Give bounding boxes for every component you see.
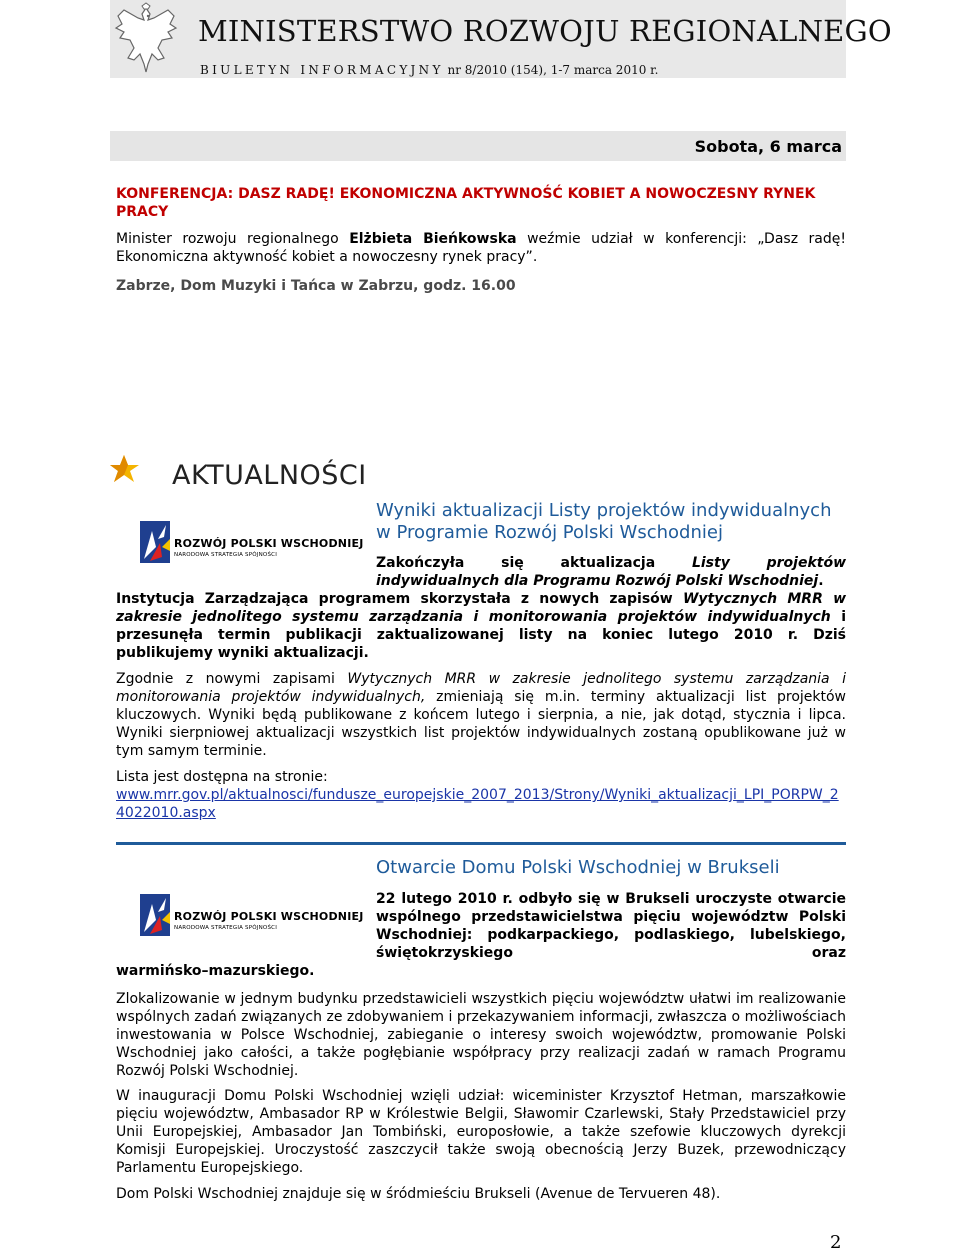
article1-paragraph3 [116,768,846,822]
article1-paragraph2 [116,670,846,760]
date-bar [110,131,846,161]
article1-title: Wyniki aktualizacji Listy projektów indywidualnych w Programie Rozwój Polski Wschodniej [376,500,832,543]
article1-cont-a: Instytucja Zarządzająca programem skorzystała z nowych zapisów [116,591,683,607]
conference-description [116,230,846,266]
article1-lead-c: . [818,573,824,589]
logo-line2: NARODOWA STRATEGIA SPÓJNOŚCI [174,552,278,558]
star-icon [110,453,140,485]
article2-lead-tail: warmińsko–mazurskiego. [116,963,315,979]
article1-p2-a: Zgodnie z nowymi zapisami [116,671,348,687]
bulletin-issue: nr 8/2010 (154), 1-7 marca 2010 r. [447,63,659,77]
article1-lead-a: Zakończyła się aktualizacja [376,555,692,571]
logo-graphic-icon [140,517,364,567]
article1-cont-b: Wytycznych MRR w zakresie jednolitego systemu zarządzania i monitorowania projektów indywidualnych [116,591,847,625]
article2-title: Otwarcie Domu Polski Wschodniej w Brukseli [376,857,780,878]
article1-link[interactable]: www.mrr.gov.pl/aktualnosci/fundusze_europejskie_2007_2013/Strony/Wyniki_aktualizacji_LPI_PORPW_24022010.aspx [116,787,839,821]
article1-lead [376,554,846,590]
conference-title: KONFERENCJA: DASZ RADĘ! EKONOMICZNA AKTYWNOŚĆ KOBIET A NOWOCZESNY RYNEK PRACY [116,186,816,220]
ministry-title: MINISTERSTWO ROZWOJU REGIONALNEGO [198,14,892,48]
logo-line2: NARODOWA STRATEGIA SPÓJNOŚCI [174,925,278,931]
article2-paragraph3: Dom Polski Wschodniej znajduje się w śródmieściu Brukseli (Avenue de Tervueren 48). [116,1186,721,1202]
article1-cont-c: i przesunęła termin publikacji zaktualizowanej listy na koniec lutego 2010 r. Dziś publikujemy wyniki aktualizacji. [116,609,846,661]
logo-line1: ROZWÓJ POLSKI WSCHODNIEJ [174,910,364,923]
rozwoj-polski-wschodniej-logo [140,517,364,567]
polish-eagle-emblem-icon [112,2,180,74]
rozwoj-polski-wschodniej-logo [140,890,364,940]
logo-line1: ROZWÓJ POLSKI WSCHODNIEJ [174,537,364,550]
logo-graphic-icon [140,890,364,940]
section-heading: AKTUALNOŚCI [172,460,367,491]
conference-desc-after: weźmie udział w konferencji: „Dasz radę! Ekonomiczna aktywność kobiet a nowoczesny rynek pracy”. [116,231,846,265]
conference-place: Zabrze, Dom Muzyki i Tańca w Zabrzu, godz. 16.00 [116,278,516,294]
article1-p2-c: zmieniają się m.in. terminy aktualizacji list projektów kluczowych. Wyniki będą publikowane z końcem lutego i sierpnia, a nie, jak dotąd, stycznia i lipca. Wyniki sierpniowej aktualizacji wszystkich list projektów indywidualnych zostaną opublikowane już w tym samym terminie. [116,689,846,759]
article1-lead-b: Listy projektów indywidualnych dla Programu Rozwój Polski Wschodniej [376,555,847,589]
page-number: 2 [830,1232,842,1253]
conference-desc-before: Minister rozwoju regionalnego [116,231,350,247]
article2-paragraph1: Zlokalizowanie w jednym budynku przedstawicieli wszystkich pięciu województw ułatwi im realizowanie wspólnych zadań związanych ze zdobywaniem i przekazywaniem informacji, zwłaszcza o możliwościach inwestowania w Polsce Wschodniej, zabieganie o interesy swoich województw, promowanie Polski Wschodniej jako całości, a także pogłębianie współpracy przy realizacji zadań w ramach Programu Rozwój Polski Wschodniej. [116,991,846,1079]
divider [116,842,846,845]
article2-paragraph2: W inauguracji Domu Polski Wschodniej wzięli udział: wiceminister Krzysztof Hetman, marszałkowie pięciu województw, Ambasador RP w Królestwie Belgii, Sławomir Czarlewski, Stały Przedstawiciel przy Unii Europejskiej, Ambasador Jan Tombiński, europosłowie, a także szefowie kluczowych dyrekcji Komisji Europejskiej. Uroczystość zaszczycił także swoją obecnością Jerzy Buzek, przewodniczący Parlamentu Europejskiego. [116,1088,846,1176]
bulletin-line [200,63,658,77]
article1-p2-b: Wytycznych MRR w zakresie jednolitego systemu zarządzania i monitorowania projektów indywidualnych, [116,671,846,705]
article1-link-label: Lista jest dostępna na stronie: [116,769,328,785]
date-label: Sobota, 6 marca [694,137,842,156]
conference-speaker-name: Elżbieta Bieńkowska [349,231,517,247]
article2-lead: 22 lutego 2010 r. odbyło się w Brukseli uroczyste otwarcie wspólnego przedstawicielstwa pięciu województw Polski Wschodniej: podkarpackiego, podlaskiego, lubelskiego, świętokrzyskiego oraz [376,891,846,961]
bulletin-label: BIULETYN INFORMACYJNY [200,63,444,77]
article1-continuation [116,590,846,662]
